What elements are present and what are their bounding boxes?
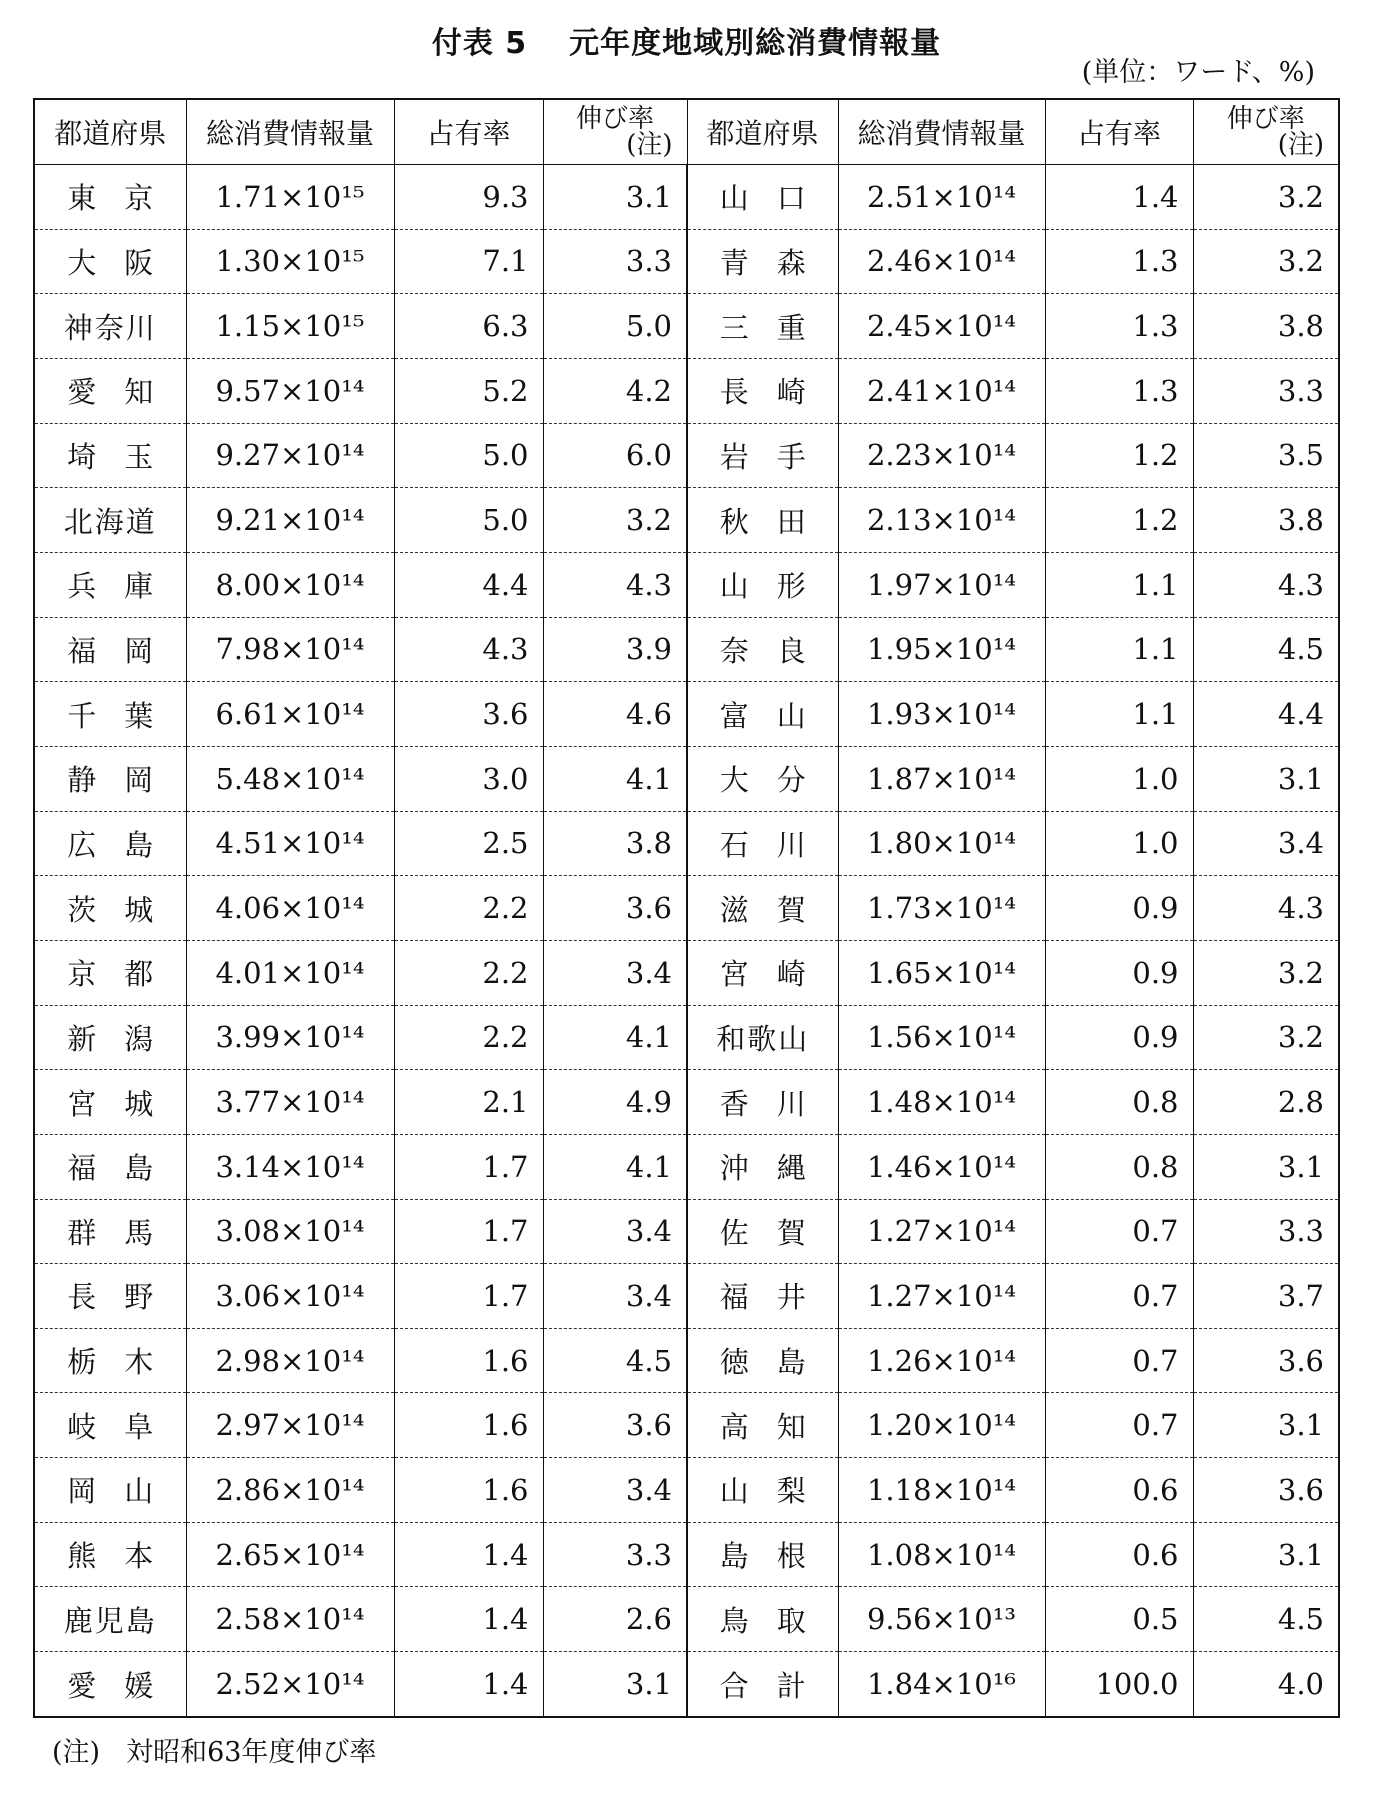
prefecture-cell: 愛知	[34, 358, 186, 423]
amount-cell: 1.08×10¹⁴	[838, 1522, 1045, 1587]
share-cell: 0.6	[1045, 1522, 1193, 1587]
prefecture-cell: 高知	[687, 1393, 838, 1458]
table-row	[34, 940, 1339, 1005]
growth-cell: 3.6	[543, 1393, 687, 1458]
table-row	[34, 1264, 1339, 1329]
growth-cell: 4.3	[543, 552, 687, 617]
prefecture-cell: 奈良	[687, 617, 838, 682]
share-cell: 3.6	[394, 682, 543, 747]
share-cell: 0.6	[1045, 1458, 1193, 1523]
growth-cell: 3.8	[543, 811, 687, 876]
share-cell: 5.0	[394, 488, 543, 553]
regional-consumption-table	[33, 98, 1340, 1718]
growth-cell: 4.3	[1193, 876, 1339, 941]
header-row	[34, 99, 1339, 165]
growth-cell: 3.2	[1193, 165, 1339, 230]
amount-cell: 1.18×10¹⁴	[838, 1458, 1045, 1523]
growth-cell: 3.8	[1193, 488, 1339, 553]
table-row	[34, 1587, 1339, 1652]
growth-cell: 4.6	[543, 682, 687, 747]
growth-cell: 5.0	[543, 294, 687, 359]
share-cell: 1.4	[394, 1652, 543, 1717]
amount-cell: 1.27×10¹⁴	[838, 1264, 1045, 1329]
amount-cell: 1.20×10¹⁴	[838, 1393, 1045, 1458]
prefecture-cell: 徳島	[687, 1328, 838, 1393]
prefecture-cell: 大阪	[34, 229, 186, 294]
prefecture-cell: 福島	[34, 1134, 186, 1199]
prefecture-cell: 山口	[687, 165, 838, 230]
header-growth-left: 伸び率 (注)	[543, 99, 687, 165]
growth-cell: 3.1	[543, 1652, 687, 1717]
growth-cell: 3.7	[1193, 1264, 1339, 1329]
prefecture-cell: 神奈川	[34, 294, 186, 359]
growth-cell: 3.2	[1193, 229, 1339, 294]
growth-cell: 3.5	[1193, 423, 1339, 488]
share-cell: 9.3	[394, 165, 543, 230]
share-cell: 0.7	[1045, 1199, 1193, 1264]
growth-cell: 4.1	[543, 1005, 687, 1070]
growth-cell: 3.3	[543, 229, 687, 294]
prefecture-cell: 鹿児島	[34, 1587, 186, 1652]
table-row	[34, 1328, 1339, 1393]
amount-cell: 1.27×10¹⁴	[838, 1199, 1045, 1264]
share-cell: 1.3	[1045, 229, 1193, 294]
prefecture-cell: 大分	[687, 746, 838, 811]
table-row	[34, 423, 1339, 488]
footnote-text: 対昭和63年度伸び率	[126, 1737, 377, 1768]
share-cell: 1.1	[1045, 617, 1193, 682]
share-cell: 5.2	[394, 358, 543, 423]
table-row	[34, 1134, 1339, 1199]
prefecture-cell: 長野	[34, 1264, 186, 1329]
prefecture-cell: 京都	[34, 940, 186, 1005]
prefecture-cell: 熊本	[34, 1522, 186, 1587]
prefecture-cell: 北海道	[34, 488, 186, 553]
share-cell: 2.2	[394, 940, 543, 1005]
share-cell: 0.9	[1045, 940, 1193, 1005]
amount-cell: 1.95×10¹⁴	[838, 617, 1045, 682]
amount-cell: 1.71×10¹⁵	[186, 165, 394, 230]
growth-cell: 3.4	[1193, 811, 1339, 876]
amount-cell: 9.21×10¹⁴	[186, 488, 394, 553]
share-cell: 1.7	[394, 1264, 543, 1329]
amount-cell: 9.27×10¹⁴	[186, 423, 394, 488]
growth-cell: 3.1	[1193, 1522, 1339, 1587]
amount-cell: 1.97×10¹⁴	[838, 552, 1045, 617]
prefecture-cell: 宮崎	[687, 940, 838, 1005]
prefecture-cell: 愛媛	[34, 1652, 186, 1717]
header-amount-left: 総消費情報量	[186, 99, 394, 165]
growth-cell: 3.1	[543, 165, 687, 230]
growth-cell: 4.3	[1193, 552, 1339, 617]
share-cell: 0.7	[1045, 1328, 1193, 1393]
amount-cell: 1.65×10¹⁴	[838, 940, 1045, 1005]
table-row	[34, 1005, 1339, 1070]
table-row	[34, 358, 1339, 423]
prefecture-cell: 鳥取	[687, 1587, 838, 1652]
prefecture-cell: 岡山	[34, 1458, 186, 1523]
share-cell: 0.7	[1045, 1393, 1193, 1458]
prefecture-cell: 福井	[687, 1264, 838, 1329]
amount-cell: 2.86×10¹⁴	[186, 1458, 394, 1523]
growth-cell: 4.9	[543, 1070, 687, 1135]
growth-cell: 3.1	[1193, 1134, 1339, 1199]
share-cell: 1.6	[394, 1458, 543, 1523]
share-cell: 1.7	[394, 1199, 543, 1264]
share-cell: 1.1	[1045, 552, 1193, 617]
share-cell: 0.8	[1045, 1070, 1193, 1135]
prefecture-cell: 滋賀	[687, 876, 838, 941]
growth-cell: 6.0	[543, 423, 687, 488]
amount-cell: 2.13×10¹⁴	[838, 488, 1045, 553]
amount-cell: 3.14×10¹⁴	[186, 1134, 394, 1199]
amount-cell: 5.48×10¹⁴	[186, 746, 394, 811]
prefecture-cell: 茨城	[34, 876, 186, 941]
share-cell: 1.7	[394, 1134, 543, 1199]
share-cell: 4.3	[394, 617, 543, 682]
share-cell: 2.5	[394, 811, 543, 876]
table-row	[34, 876, 1339, 941]
share-cell: 2.2	[394, 876, 543, 941]
share-cell: 0.7	[1045, 1264, 1193, 1329]
share-cell: 4.4	[394, 552, 543, 617]
amount-cell: 2.52×10¹⁴	[186, 1652, 394, 1717]
growth-cell: 3.3	[1193, 358, 1339, 423]
table-row	[34, 1458, 1339, 1523]
amount-cell: 8.00×10¹⁴	[186, 552, 394, 617]
prefecture-cell: 埼玉	[34, 423, 186, 488]
amount-cell: 3.99×10¹⁴	[186, 1005, 394, 1070]
prefecture-cell: 沖縄	[687, 1134, 838, 1199]
prefecture-cell: 和歌山	[687, 1005, 838, 1070]
growth-cell: 3.2	[1193, 1005, 1339, 1070]
share-cell: 7.1	[394, 229, 543, 294]
amount-cell: 1.73×10¹⁴	[838, 876, 1045, 941]
share-cell: 1.0	[1045, 746, 1193, 811]
prefecture-cell: 岩手	[687, 423, 838, 488]
amount-cell: 1.26×10¹⁴	[838, 1328, 1045, 1393]
growth-cell: 3.4	[543, 1458, 687, 1523]
growth-cell: 4.4	[1193, 682, 1339, 747]
prefecture-cell: 岐阜	[34, 1393, 186, 1458]
share-cell: 1.3	[1045, 294, 1193, 359]
growth-cell: 4.5	[1193, 617, 1339, 682]
prefecture-cell: 佐賀	[687, 1199, 838, 1264]
growth-cell: 4.2	[543, 358, 687, 423]
amount-cell: 1.30×10¹⁵	[186, 229, 394, 294]
amount-cell: 1.46×10¹⁴	[838, 1134, 1045, 1199]
amount-cell: 1.15×10¹⁵	[186, 294, 394, 359]
prefecture-cell: 静岡	[34, 746, 186, 811]
share-cell: 1.4	[1045, 165, 1193, 230]
share-cell: 1.6	[394, 1328, 543, 1393]
table-row	[34, 746, 1339, 811]
header-share-right: 占有率	[1045, 99, 1193, 165]
share-cell: 1.1	[1045, 682, 1193, 747]
share-cell: 1.0	[1045, 811, 1193, 876]
growth-cell: 4.5	[543, 1328, 687, 1393]
amount-cell: 2.45×10¹⁴	[838, 294, 1045, 359]
unit-label: (単位：ワード、%)	[1081, 57, 1315, 88]
footnote	[52, 1730, 376, 1769]
growth-cell: 3.3	[1193, 1199, 1339, 1264]
prefecture-cell: 広島	[34, 811, 186, 876]
table-row	[34, 682, 1339, 747]
share-cell: 100.0	[1045, 1652, 1193, 1717]
growth-cell: 3.6	[1193, 1458, 1339, 1523]
prefecture-cell: 福岡	[34, 617, 186, 682]
amount-cell: 2.41×10¹⁴	[838, 358, 1045, 423]
growth-cell: 3.8	[1193, 294, 1339, 359]
header-amount-right: 総消費情報量	[838, 99, 1045, 165]
share-cell: 6.3	[394, 294, 543, 359]
prefecture-cell: 山形	[687, 552, 838, 617]
prefecture-cell: 千葉	[34, 682, 186, 747]
table-row	[34, 552, 1339, 617]
prefecture-cell: 長崎	[687, 358, 838, 423]
growth-cell: 3.3	[543, 1522, 687, 1587]
amount-cell: 2.46×10¹⁴	[838, 229, 1045, 294]
growth-cell: 3.9	[543, 617, 687, 682]
table-row	[34, 1199, 1339, 1264]
amount-cell: 9.56×10¹³	[838, 1587, 1045, 1652]
growth-cell: 3.1	[1193, 1393, 1339, 1458]
prefecture-cell: 宮城	[34, 1070, 186, 1135]
prefecture-cell: 群馬	[34, 1199, 186, 1264]
header-share-left: 占有率	[394, 99, 543, 165]
header-pref-left: 都道府県	[34, 99, 186, 165]
prefecture-cell: 島根	[687, 1522, 838, 1587]
share-cell: 1.2	[1045, 488, 1193, 553]
share-cell: 1.2	[1045, 423, 1193, 488]
table-number: 付表 5	[431, 26, 528, 61]
amount-cell: 1.56×10¹⁴	[838, 1005, 1045, 1070]
prefecture-cell: 香川	[687, 1070, 838, 1135]
amount-cell: 2.51×10¹⁴	[838, 165, 1045, 230]
amount-cell: 1.93×10¹⁴	[838, 682, 1045, 747]
growth-cell: 3.4	[543, 1199, 687, 1264]
table-row	[34, 1522, 1339, 1587]
prefecture-cell: 兵庫	[34, 552, 186, 617]
prefecture-cell: 新潟	[34, 1005, 186, 1070]
share-cell: 1.6	[394, 1393, 543, 1458]
growth-cell: 3.2	[1193, 940, 1339, 1005]
table-row	[34, 1652, 1339, 1717]
amount-cell: 1.80×10¹⁴	[838, 811, 1045, 876]
table-title: 元年度地域別総消費情報量	[569, 26, 942, 61]
growth-cell: 4.0	[1193, 1652, 1339, 1717]
growth-cell: 3.4	[543, 940, 687, 1005]
amount-cell: 9.57×10¹⁴	[186, 358, 394, 423]
table-row	[34, 1393, 1339, 1458]
share-cell: 0.9	[1045, 1005, 1193, 1070]
share-cell: 1.4	[394, 1587, 543, 1652]
amount-cell: 7.98×10¹⁴	[186, 617, 394, 682]
table-row	[34, 294, 1339, 359]
amount-cell: 2.65×10¹⁴	[186, 1522, 394, 1587]
header-pref-right: 都道府県	[687, 99, 838, 165]
amount-cell: 1.84×10¹⁶	[838, 1652, 1045, 1717]
amount-cell: 4.51×10¹⁴	[186, 811, 394, 876]
table-row	[34, 811, 1339, 876]
table-row	[34, 1070, 1339, 1135]
amount-cell: 6.61×10¹⁴	[186, 682, 394, 747]
footnote-mark: (注)	[52, 1737, 101, 1768]
prefecture-cell: 富山	[687, 682, 838, 747]
prefecture-cell: 秋田	[687, 488, 838, 553]
growth-cell: 3.6	[543, 876, 687, 941]
share-cell: 0.9	[1045, 876, 1193, 941]
share-cell: 3.0	[394, 746, 543, 811]
growth-cell: 3.4	[543, 1264, 687, 1329]
amount-cell: 3.77×10¹⁴	[186, 1070, 394, 1135]
amount-cell: 1.48×10¹⁴	[838, 1070, 1045, 1135]
table-row	[34, 229, 1339, 294]
prefecture-cell: 東京	[34, 165, 186, 230]
amount-cell: 4.06×10¹⁴	[186, 876, 394, 941]
share-cell: 2.2	[394, 1005, 543, 1070]
prefecture-cell: 山梨	[687, 1458, 838, 1523]
amount-cell: 3.06×10¹⁴	[186, 1264, 394, 1329]
prefecture-cell: 合計	[687, 1652, 838, 1717]
amount-cell: 2.58×10¹⁴	[186, 1587, 394, 1652]
prefecture-cell: 栃木	[34, 1328, 186, 1393]
share-cell: 0.5	[1045, 1587, 1193, 1652]
amount-cell: 2.98×10¹⁴	[186, 1328, 394, 1393]
prefecture-cell: 三重	[687, 294, 838, 359]
growth-cell: 3.6	[1193, 1328, 1339, 1393]
growth-cell: 4.1	[543, 746, 687, 811]
growth-cell: 2.6	[543, 1587, 687, 1652]
share-cell: 0.8	[1045, 1134, 1193, 1199]
growth-cell: 4.1	[543, 1134, 687, 1199]
header-growth-right: 伸び率 (注)	[1193, 99, 1339, 165]
prefecture-cell: 青森	[687, 229, 838, 294]
share-cell: 1.3	[1045, 358, 1193, 423]
table-row	[34, 617, 1339, 682]
growth-cell: 3.1	[1193, 746, 1339, 811]
prefecture-cell: 石川	[687, 811, 838, 876]
amount-cell: 1.87×10¹⁴	[838, 746, 1045, 811]
amount-cell: 3.08×10¹⁴	[186, 1199, 394, 1264]
table-row	[34, 488, 1339, 553]
growth-cell: 3.2	[543, 488, 687, 553]
share-cell: 5.0	[394, 423, 543, 488]
growth-cell: 2.8	[1193, 1070, 1339, 1135]
amount-cell: 2.23×10¹⁴	[838, 423, 1045, 488]
amount-cell: 4.01×10¹⁴	[186, 940, 394, 1005]
share-cell: 1.4	[394, 1522, 543, 1587]
amount-cell: 2.97×10¹⁴	[186, 1393, 394, 1458]
share-cell: 2.1	[394, 1070, 543, 1135]
growth-cell: 4.5	[1193, 1587, 1339, 1652]
table-row	[34, 165, 1339, 230]
